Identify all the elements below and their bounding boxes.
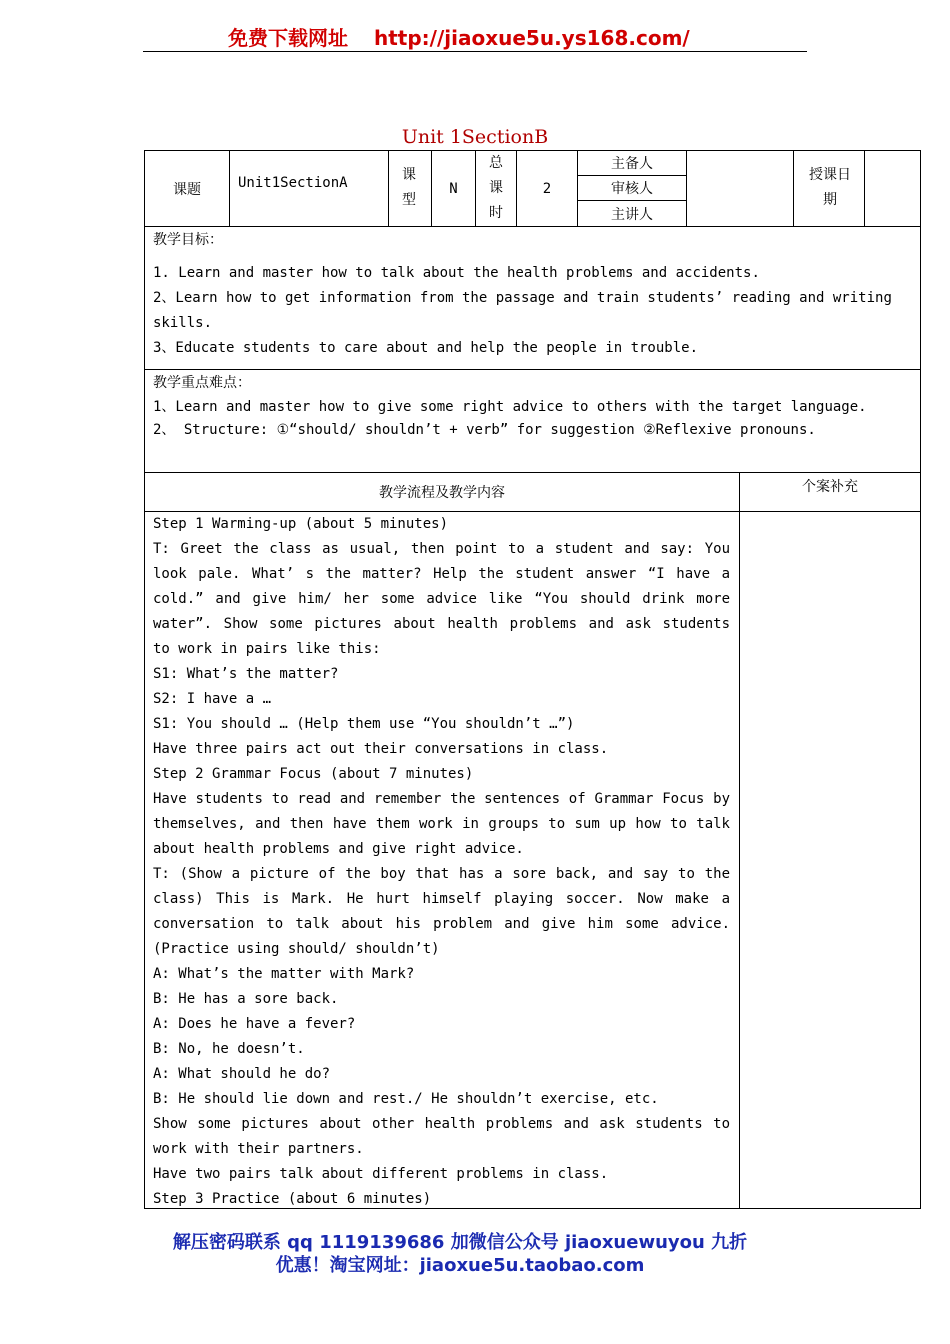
process-line: class) This is Mark. He hurt himself playing soccer. Now make a xyxy=(153,891,730,907)
total-value: 2 xyxy=(542,180,552,197)
process-line: Step 3 Practice (about 6 minutes) xyxy=(153,1191,432,1207)
role-preparer: 主备人 xyxy=(611,156,653,172)
total-label: 总课时 xyxy=(489,155,503,221)
process-line: S1: You should … (Help them use “You shouldn’t …”) xyxy=(153,716,575,732)
header-divider xyxy=(143,51,807,52)
objective-line: 2、Learn how to get information from the passage and train students’ reading and writing xyxy=(153,290,892,306)
process-line: B: He should lie down and rest./ He shouldn’t exercise, etc. xyxy=(153,1091,659,1107)
key-points-heading: 教学重点难点： xyxy=(153,375,251,391)
page-title: Unit 1SectionB xyxy=(401,126,549,148)
process-line: Step 2 Grammar Focus (about 7 minutes) xyxy=(153,766,474,782)
date-label: 授课日期 xyxy=(809,167,851,208)
process-line: water”. Show some pictures about health problems and ask students xyxy=(153,616,730,632)
process-line: B: He has a sore back. xyxy=(153,991,339,1007)
process-line: B: No, he doesn’t. xyxy=(153,1041,305,1057)
key-point-line: 2、 Structure: ①“should/ shouldn’t + verb” for suggestion ②Reflexive pronouns. xyxy=(153,422,816,438)
topic-label: 课题 xyxy=(173,181,201,198)
process-heading: 教学流程及教学内容 xyxy=(379,485,505,501)
role-reviewer: 审核人 xyxy=(611,181,653,197)
header-label: 免费下载网址 xyxy=(228,26,348,50)
topic-value: Unit1SectionA xyxy=(238,175,348,191)
process-line: A: What should he do? xyxy=(153,1066,331,1082)
process-line: cold.” and give him/ her some advice like “You should drink more xyxy=(153,591,730,607)
footer-contact: 解压密码联系 qq 1119139686 加微信公众号 jiaoxuewuyou 九折 xyxy=(172,1232,748,1253)
process-line: Show some pictures about other health problems and ask students to xyxy=(153,1116,730,1132)
objective-line: skills. xyxy=(153,315,213,331)
process-line: S1: What’s the matter? xyxy=(153,666,339,682)
objective-line: 3、Educate students to care about and help the people in trouble. xyxy=(153,340,699,356)
role-lecturer: 主讲人 xyxy=(611,206,653,223)
download-header xyxy=(228,22,690,51)
process-line: themselves, and then have them work in groups to sum up how to talk xyxy=(153,816,730,832)
header-url[interactable]: http://jiaoxue5u.ys168.com/ xyxy=(374,26,690,50)
type-value: N xyxy=(449,180,458,197)
process-line: Have three pairs act out their conversations in class. xyxy=(153,741,609,757)
objectives-heading: 教学目标： xyxy=(153,232,223,248)
objectives-list xyxy=(153,261,911,361)
process-line: S2: I have a … xyxy=(153,691,272,707)
process-line: Have students to read and remember the sentences of Grammar Focus by xyxy=(153,791,730,807)
process-line: A: What’s the matter with Mark? xyxy=(153,966,415,982)
process-line: work with their partners. xyxy=(153,1141,364,1157)
process-line: Step 1 Warming-up (about 5 minutes) xyxy=(153,516,449,532)
objective-line: 1. Learn and master how to talk about the health problems and accidents. xyxy=(153,265,760,281)
footer-shop: 优惠！淘宝网址：jiaoxue5u.taobao.com xyxy=(275,1255,645,1276)
key-point-line: 1、Learn and master how to give some right advice to others with the target language. xyxy=(153,399,867,415)
key-points-list xyxy=(153,396,911,442)
process-line: conversation to talk about his problem and give him some advice. xyxy=(153,916,730,932)
process-line: Have two pairs talk about different problems in class. xyxy=(153,1166,609,1182)
process-line: A: Does he have a fever? xyxy=(153,1016,356,1032)
process-content xyxy=(153,512,730,1212)
process-line: T: (Show a picture of the boy that has a sore back, and say to the xyxy=(153,866,730,882)
process-line: look pale. What’ s the matter? Help the student answer “I have a xyxy=(153,566,730,582)
type-label: 课型 xyxy=(402,167,416,208)
process-line: (Practice using should/ shouldn’t) xyxy=(153,941,440,957)
supplement-heading: 个案补充 xyxy=(802,479,858,495)
process-line: about health problems and give right advice. xyxy=(153,841,524,857)
process-line: to work in pairs like this: xyxy=(153,641,381,657)
process-line: T: Greet the class as usual, then point to a student and say: You xyxy=(153,541,730,557)
